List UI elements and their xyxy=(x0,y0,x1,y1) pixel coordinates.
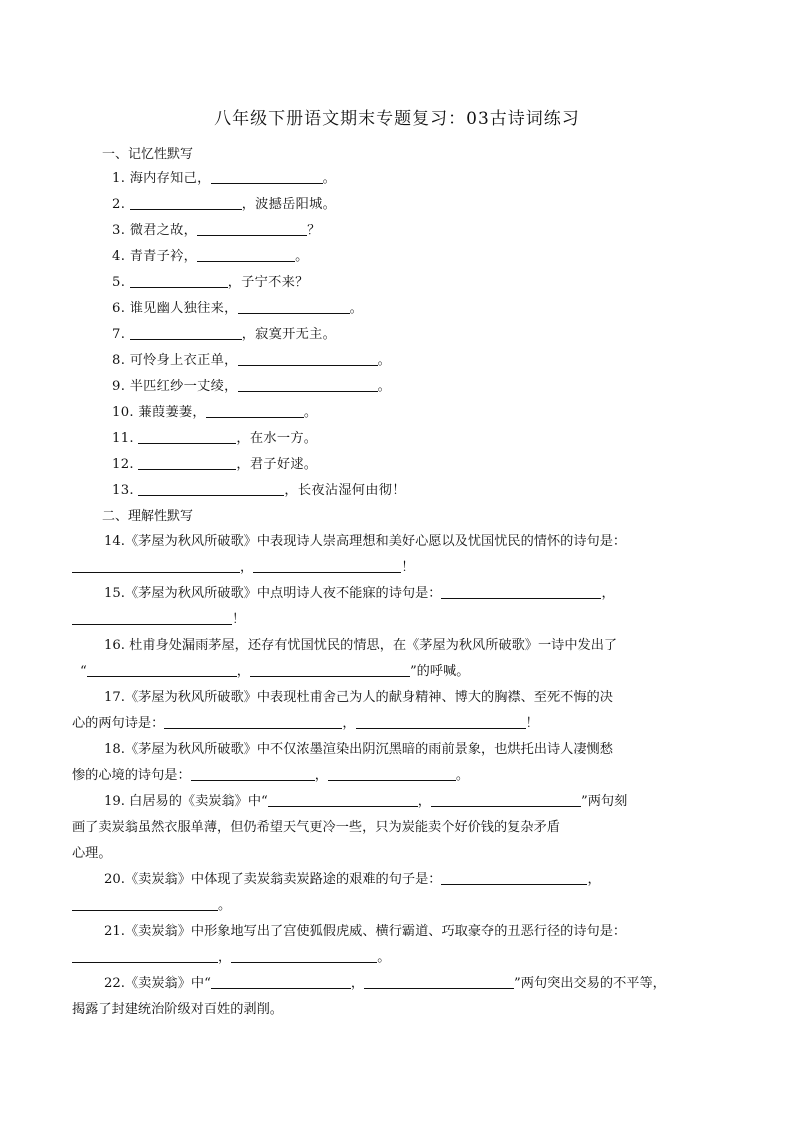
answer-blank[interactable] xyxy=(211,975,351,989)
answer-blank[interactable] xyxy=(441,585,601,599)
answer-blank[interactable] xyxy=(431,793,581,807)
answer-blank[interactable] xyxy=(197,248,295,262)
question-15-answer: ！ xyxy=(72,611,245,629)
section-heading-memory: 一、记忆性默写 xyxy=(102,147,194,162)
question-11: 11. ，在水一方。 xyxy=(112,431,318,446)
question-5: 5. ，子宁不来？ xyxy=(112,275,309,290)
answer-blank[interactable] xyxy=(191,767,315,781)
question-3: 3. 微君之故， ？ xyxy=(112,223,321,238)
question-14-answer: ， ！ xyxy=(72,559,414,577)
question-1: 1. 海内存知己， 。 xyxy=(112,171,337,186)
answer-blank[interactable] xyxy=(72,949,218,963)
question-2: 2. ，波撼岳阳城。 xyxy=(112,197,337,212)
answer-blank[interactable] xyxy=(130,326,242,340)
question-21-prompt: 21.《卖炭翁》中形象地写出了宫使狐假虎威、横行霸道、巧取豪夺的丑恶行径的诗句是： xyxy=(104,924,627,939)
answer-blank[interactable] xyxy=(138,456,236,470)
answer-blank[interactable] xyxy=(328,767,456,781)
question-19-line-3: 心理。 xyxy=(72,846,112,861)
answer-blank[interactable] xyxy=(238,300,350,314)
answer-blank[interactable] xyxy=(72,559,240,573)
question-21-answer: ， 。 xyxy=(72,949,390,967)
question-8: 8. 可怜身上衣正单， 。 xyxy=(112,353,392,368)
question-9: 9. 半匹红纱一丈绫， 。 xyxy=(112,379,392,394)
question-10: 10. 蒹葭萋萋， 。 xyxy=(112,405,318,420)
question-17-prompt: 17.《茅屋为秋风所破歌》中表现杜甫舍己为人的献身精神、博大的胸襟、至死不悔的决 xyxy=(104,690,613,705)
page-title: 八年级下册语文期末专题复习：03古诗词练习 xyxy=(214,109,580,129)
section-heading-comprehension: 二、理解性默写 xyxy=(102,509,194,524)
answer-blank[interactable] xyxy=(72,611,232,625)
question-22-prompt: 22.《卖炭翁》中“ ， ”两句突出交易的不平等， xyxy=(104,976,666,991)
question-12: 12. ，君子好逑。 xyxy=(112,457,318,472)
answer-blank[interactable] xyxy=(253,559,401,573)
answer-blank[interactable] xyxy=(87,663,237,677)
question-16-prompt: 16. 杜甫身处漏雨茅屋，还存有忧国忧民的情思，在《茅屋为秋风所破歌》一诗中发出了 xyxy=(104,638,618,653)
question-6: 6. 谁见幽人独往来， 。 xyxy=(112,301,364,316)
answer-blank[interactable] xyxy=(138,482,284,496)
question-22-line-2: 揭露了封建统治阶级对百姓的剥削。 xyxy=(72,1002,283,1017)
answer-blank[interactable] xyxy=(268,793,418,807)
question-15-prompt: 15.《茅屋为秋风所破歌》中点明诗人夜不能寐的诗句是： ， xyxy=(104,586,615,601)
answer-blank[interactable] xyxy=(206,404,304,418)
question-7: 7. ，寂寞开无主。 xyxy=(112,327,337,342)
answer-blank[interactable] xyxy=(197,222,307,236)
answer-blank[interactable] xyxy=(364,975,514,989)
answer-blank[interactable] xyxy=(72,897,218,911)
answer-blank[interactable] xyxy=(130,196,242,210)
question-20-answer: 。 xyxy=(72,897,231,915)
question-4: 4. 青青子衿， 。 xyxy=(112,249,309,264)
answer-blank[interactable] xyxy=(130,274,228,288)
answer-blank[interactable] xyxy=(441,871,587,885)
answer-blank[interactable] xyxy=(356,715,526,729)
answer-blank[interactable] xyxy=(231,949,377,963)
answer-blank[interactable] xyxy=(250,663,410,677)
question-17-answer: 心的两句诗是： ， ！ xyxy=(72,716,539,731)
question-14-prompt: 14.《茅屋为秋风所破歌》中表现诗人崇高理想和美好心愿以及忧国忧民的情怀的诗句是： xyxy=(104,534,627,549)
question-20-prompt: 20.《卖炭翁》中体现了卖炭翁卖炭路途的艰难的句子是： ， xyxy=(104,872,601,887)
question-16-answer: “ ， ”的呼喊。 xyxy=(80,664,470,679)
answer-blank[interactable] xyxy=(238,352,378,366)
question-19-prompt: 19. 白居易的《卖炭翁》中“ ， ”两句刻 xyxy=(104,794,628,809)
answer-blank[interactable] xyxy=(138,430,236,444)
question-18-prompt: 18.《茅屋为秋风所破歌》中不仅浓墨渲染出阴沉黑暗的雨前景象，也烘托出诗人凄恻愁 xyxy=(104,742,613,757)
answer-blank[interactable] xyxy=(211,170,323,184)
question-13: 13. ，长夜沾湿何由彻！ xyxy=(112,483,406,498)
question-18-answer: 惨的心境的诗句是： ， 。 xyxy=(72,768,470,783)
question-19-line-2: 画了卖炭翁虽然衣服单薄，但仍希望天气更冷一些，只为炭能卖个好价钱的复杂矛盾 xyxy=(72,820,560,835)
answer-blank[interactable] xyxy=(164,715,342,729)
answer-blank[interactable] xyxy=(238,378,378,392)
